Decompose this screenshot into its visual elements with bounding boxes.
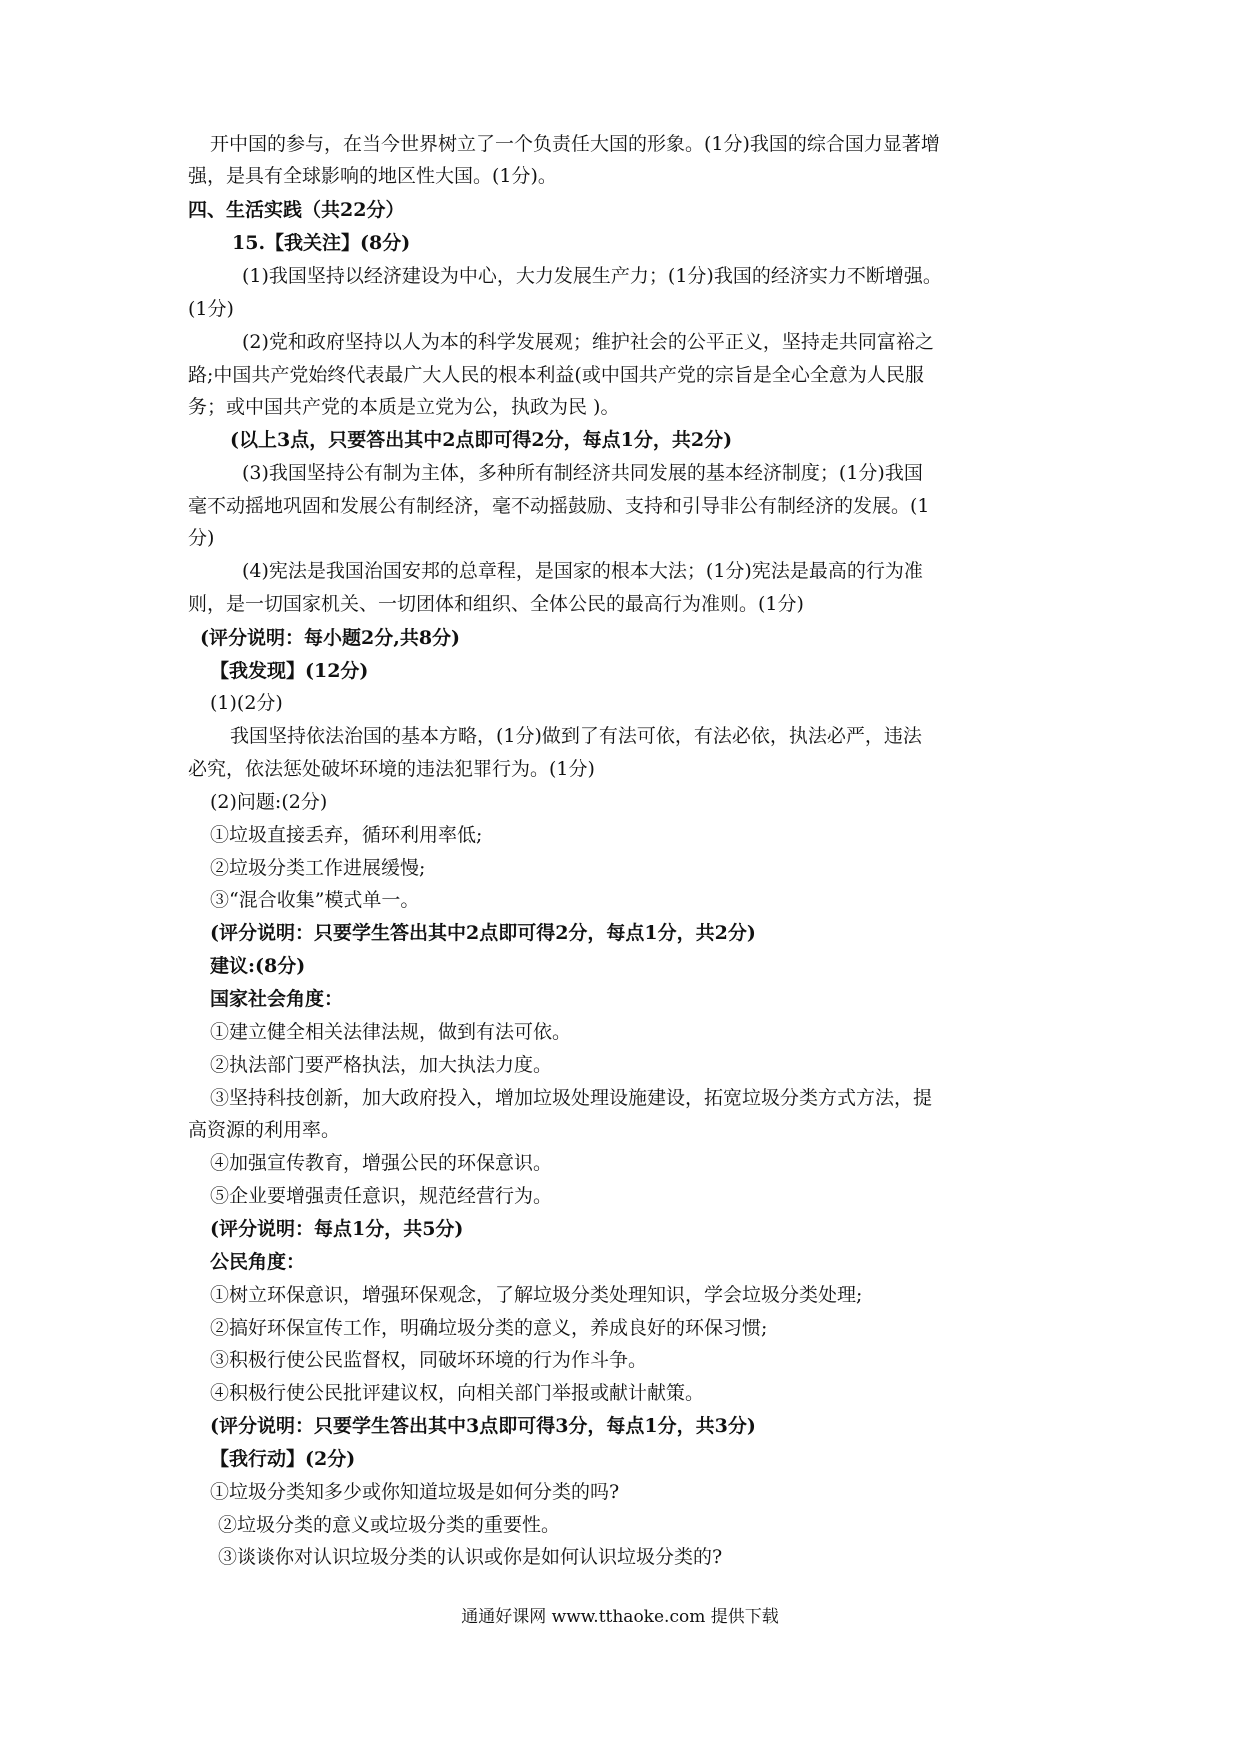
text-line: 【我行动】(2分) [210, 1448, 356, 1470]
text-line: 强，是具有全球影响的地区性大国。(1分)。 [188, 165, 557, 187]
text-line: ④积极行使公民批评建议权，向相关部门举报或献计献策。 [210, 1382, 705, 1404]
text-line: (2)问题:(2分) [210, 791, 328, 813]
text-line: ③积极行使公民监督权，同破坏环境的行为作斗争。 [210, 1349, 648, 1371]
text-line: ②垃圾分类工作进展缓慢; [210, 857, 426, 879]
page-footer: 通通好课网 www.tthaoke.com 提供下载 [461, 1607, 779, 1627]
text-line: ②执法部门要严格执法，加大执法力度。 [210, 1054, 553, 1076]
text-line: (1)(2分) [210, 692, 283, 714]
text-line: ③“混合收集”模式单一。 [210, 889, 420, 911]
text-line: 路;中国共产党始终代表最广大人民的根本利益(或中国共产党的宗旨是全心全意为人民服 [188, 364, 924, 386]
text-line: ②搞好环保宣传工作，明确垃圾分类的意义，养成良好的环保习惯; [210, 1317, 768, 1339]
text-line: 必究，依法惩处破坏环境的违法犯罪行为。(1分) [188, 758, 595, 780]
text-line: 四、生活实践（共22分） [188, 199, 405, 221]
text-line: 务；或中国共产党的本质是立党为公，执政为民 )。 [188, 396, 620, 418]
text-line: (以上3点，只要答出其中2点即可得2分，每点1分，共2分) [230, 429, 733, 451]
text-line: ③谈谈你对认识垃圾分类的认识或你是如何认识垃圾分类的? [218, 1546, 723, 1568]
text-line: 【我发现】(12分) [210, 660, 369, 682]
text-line: ②垃圾分类的意义或垃圾分类的重要性。 [218, 1514, 561, 1536]
text-line: (2)党和政府坚持以人为本的科学发展观；维护社会的公平正义，坚持走共同富裕之 [242, 331, 934, 353]
text-line: 建议:(8分) [210, 955, 306, 977]
text-line: ①垃圾分类知多少或你知道垃圾是如何分类的吗? [210, 1481, 620, 1503]
text-line: ①建立健全相关法律法规，做到有法可依。 [210, 1021, 572, 1043]
text-line: (评分说明：每点1分，共5分) [210, 1218, 464, 1240]
text-line: ⑤企业要增强责任意识，规范经营行为。 [210, 1185, 553, 1207]
text-line: ④加强宣传教育，增强公民的环保意识。 [210, 1152, 553, 1174]
text-line: 公民角度： [210, 1251, 306, 1273]
text-line: 毫不动摇地巩固和发展公有制经济，毫不动摇鼓励、支持和引导非公有制经济的发展。(1 [188, 495, 930, 517]
text-line: 开中国的参与，在当今世界树立了一个负责任大国的形象。(1分)我国的综合国力显著增 [210, 133, 940, 155]
text-line: (评分说明：只要学生答出其中2点即可得2分，每点1分，共2分) [210, 922, 756, 944]
text-line: 15.【我关注】(8分) [232, 232, 411, 254]
text-line: 分) [188, 527, 215, 549]
text-line: 国家社会角度： [210, 988, 344, 1010]
text-line: ①树立环保意识，增强环保观念，了解垃圾分类处理知识，学会垃圾分类处理; [210, 1284, 863, 1306]
text-line: (1分) [188, 298, 234, 320]
text-line: 我国坚持依法治国的基本方略，(1分)做到了有法可依，有法必依，执法必严，违法 [230, 725, 922, 747]
text-line: (4)宪法是我国治国安邦的总章程，是国家的根本大法；(1分)宪法是最高的行为准 [242, 560, 923, 582]
text-line: 高资源的利用率。 [188, 1119, 341, 1141]
text-line: ①垃圾直接丢弃，循环利用率低; [210, 824, 483, 846]
text-line: (3)我国坚持公有制为主体，多种所有制经济共同发展的基本经济制度；(1分)我国 [242, 462, 923, 484]
text-line: (评分说明：只要学生答出其中3点即可得3分，每点1分，共3分) [210, 1415, 756, 1437]
text-line: 则，是一切国家机关、一切团体和组织、全体公民的最高行为准则。(1分) [188, 593, 804, 615]
text-line: (评分说明：每小题2分,共8分) [200, 627, 461, 649]
text-line: (1)我国坚持以经济建设为中心，大力发展生产力；(1分)我国的经济实力不断增强。 [242, 265, 942, 287]
text-line: ③坚持科技创新，加大政府投入，增加垃圾处理设施建设，拓宽垃圾分类方式方法，提 [210, 1087, 933, 1109]
